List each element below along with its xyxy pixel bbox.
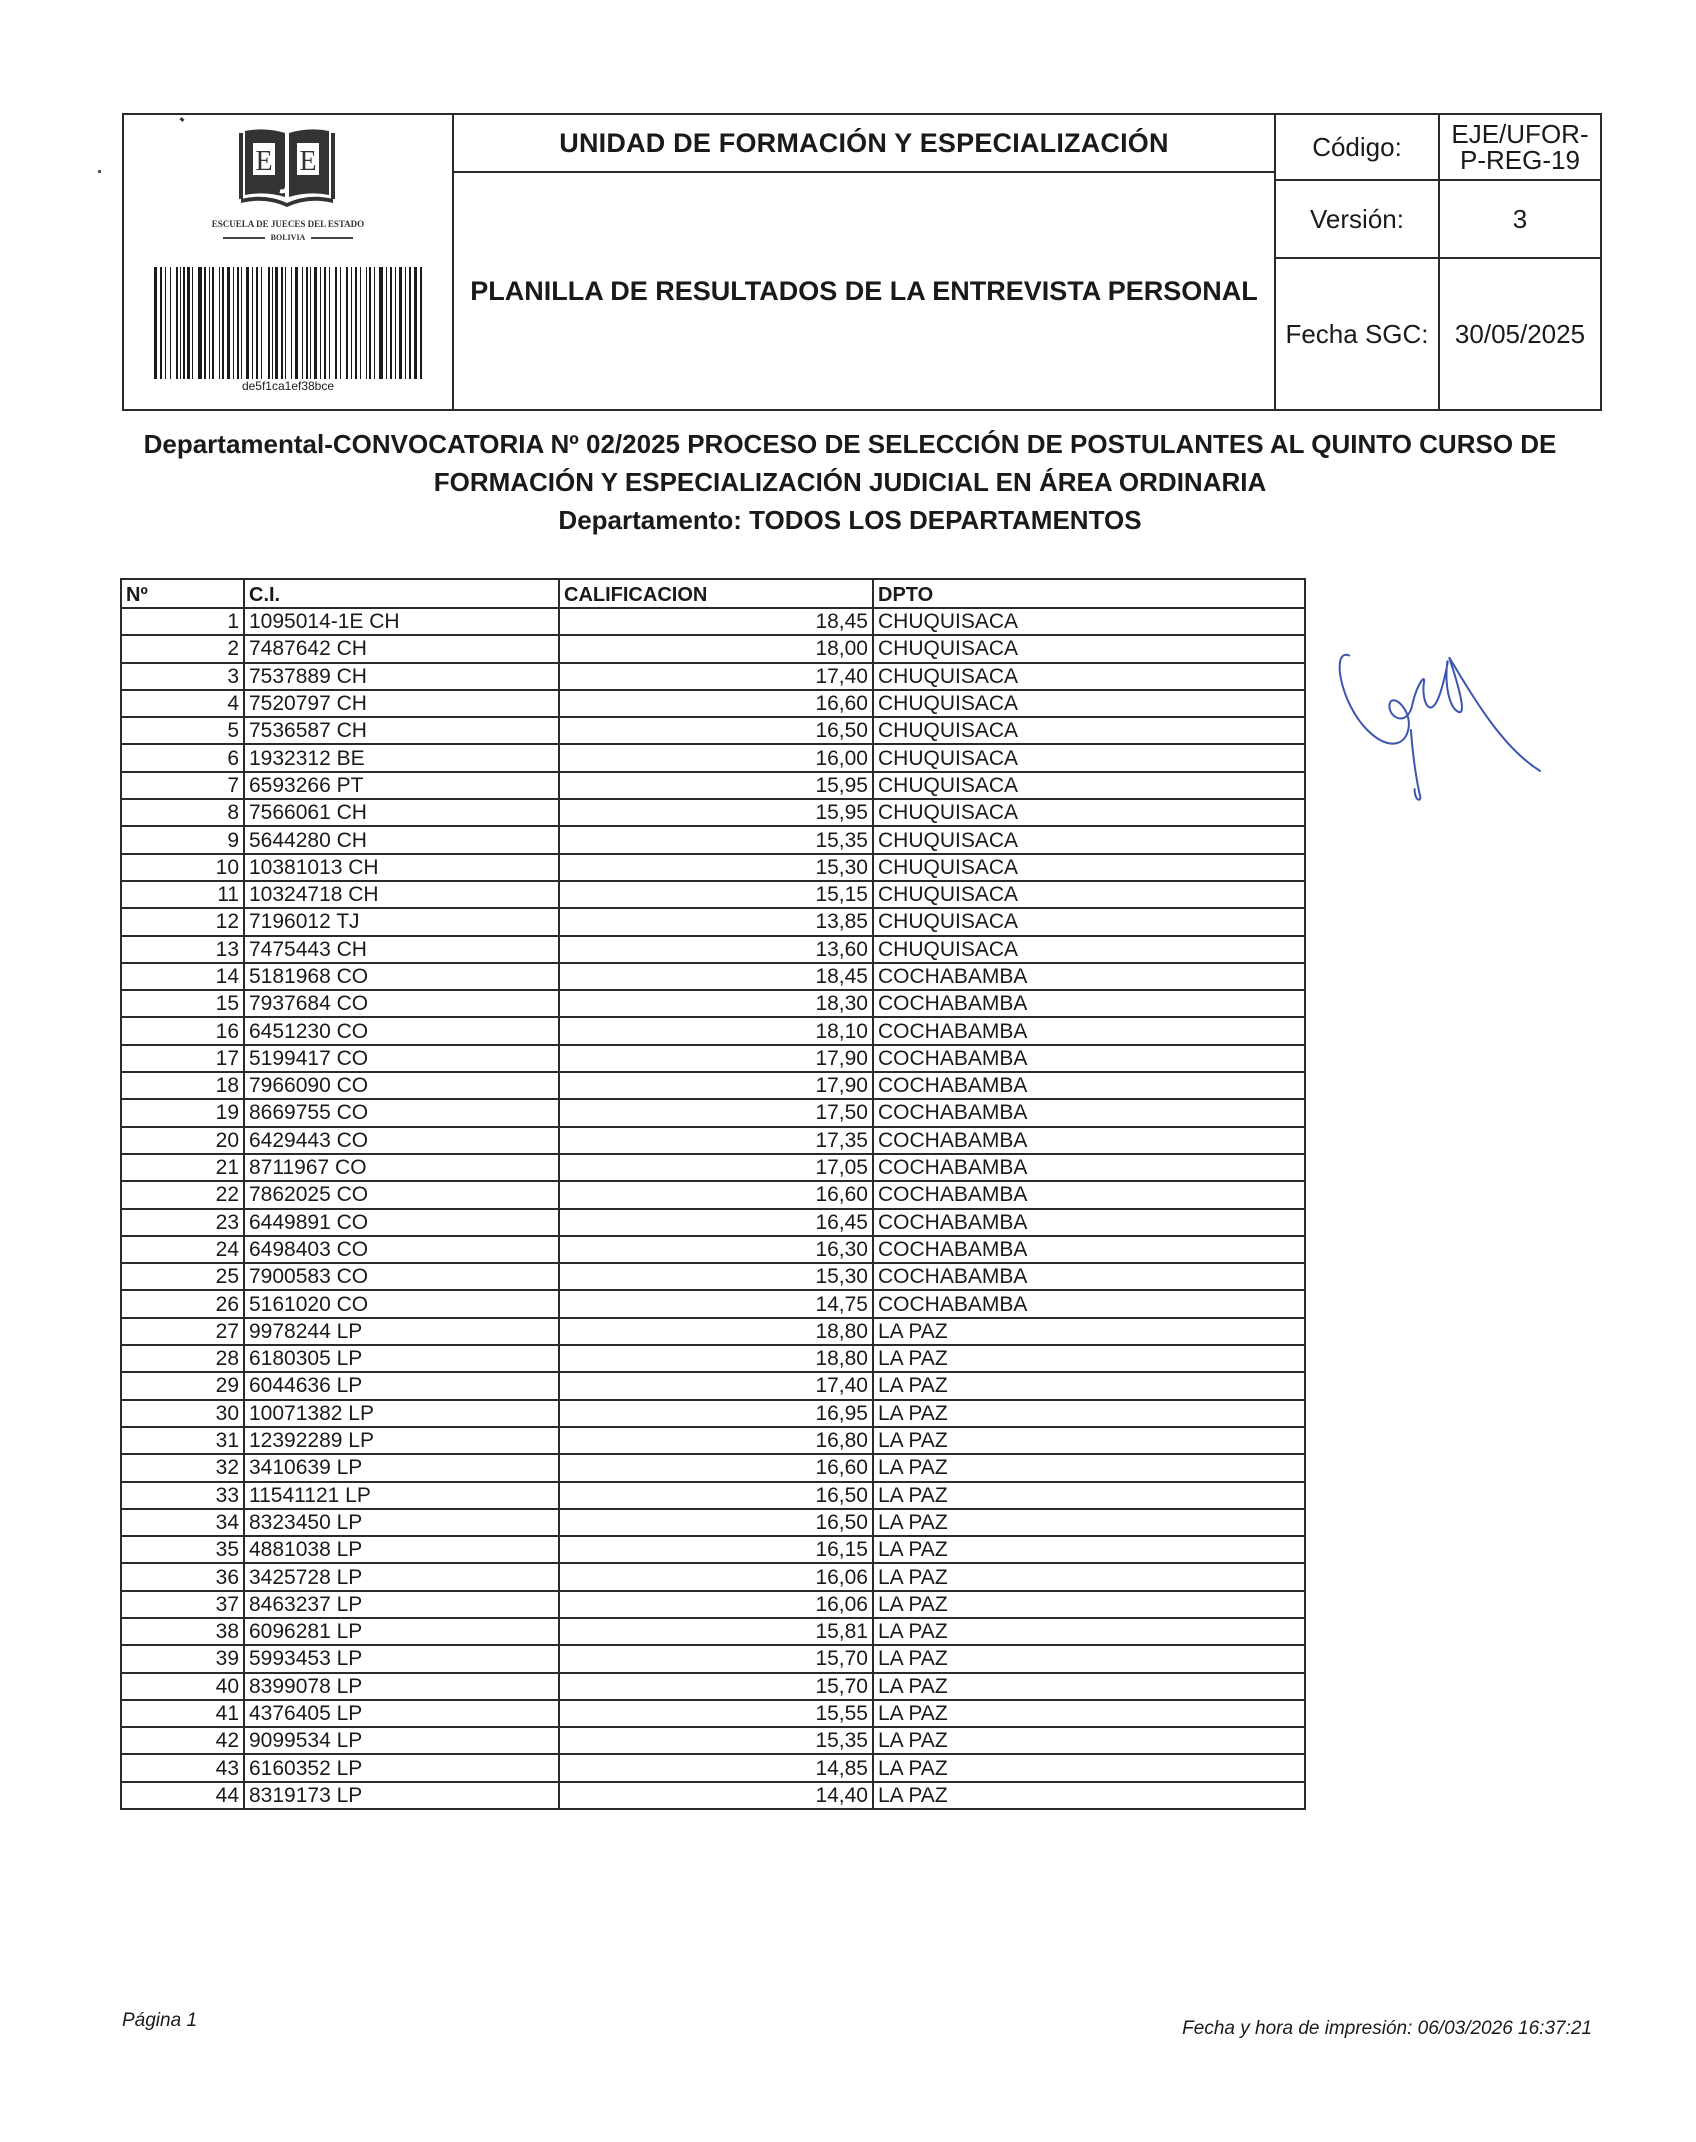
call-title-line2: FORMACIÓN Y ESPECIALIZACIÓN JUDICIAL EN ÁREA ORDINARIA — [433, 467, 1267, 497]
row-ci: 5199417 CO — [244, 1045, 559, 1072]
code-value-line1: EJE/UFOR- — [1451, 119, 1589, 149]
table-row — [121, 1290, 1305, 1317]
row-number: 22 — [121, 1181, 244, 1208]
date-label: Fecha SGC: — [1276, 259, 1440, 409]
row-department: LA PAZ — [873, 1454, 1305, 1481]
row-ci: 12392289 LP — [244, 1427, 559, 1454]
row-number: 10 — [121, 854, 244, 881]
barcode-icon — [154, 267, 424, 379]
row-ci: 11541121 LP — [244, 1482, 559, 1509]
table-row — [121, 854, 1305, 881]
row-department: LA PAZ — [873, 1782, 1305, 1809]
row-score: 16,95 — [559, 1400, 873, 1427]
row-score: 15,15 — [559, 881, 873, 908]
row-number: 17 — [121, 1045, 244, 1072]
row-department: LA PAZ — [873, 1509, 1305, 1536]
row-department: LA PAZ — [873, 1345, 1305, 1372]
table-row — [121, 1563, 1305, 1590]
table-row — [121, 990, 1305, 1017]
barcode-text: de5f1ca1ef38bce — [241, 379, 335, 393]
row-ci: 6044636 LP — [244, 1372, 559, 1399]
row-department: COCHABAMBA — [873, 1181, 1305, 1208]
row-ci: 7566061 CH — [244, 799, 559, 826]
logo-country — [124, 233, 452, 242]
logo-cell — [124, 115, 454, 409]
table-row — [121, 1536, 1305, 1563]
row-department: LA PAZ — [873, 1754, 1305, 1781]
row-score: 16,80 — [559, 1427, 873, 1454]
table-row — [121, 881, 1305, 908]
row-score: 15,95 — [559, 799, 873, 826]
row-ci: 6180305 LP — [244, 1345, 559, 1372]
table-row — [121, 1727, 1305, 1754]
table-row — [121, 1427, 1305, 1454]
row-department: CHUQUISACA — [873, 772, 1305, 799]
row-number: 21 — [121, 1154, 244, 1181]
row-department: COCHABAMBA — [873, 1045, 1305, 1072]
row-ci: 7475443 CH — [244, 936, 559, 963]
row-ci: 7966090 CO — [244, 1072, 559, 1099]
row-department: LA PAZ — [873, 1482, 1305, 1509]
version-label: Versión: — [1276, 181, 1440, 259]
row-number: 19 — [121, 1099, 244, 1126]
row-department: COCHABAMBA — [873, 1236, 1305, 1263]
row-department: COCHABAMBA — [873, 1017, 1305, 1044]
row-number: 24 — [121, 1236, 244, 1263]
row-score: 16,60 — [559, 1454, 873, 1481]
row-ci: 1095014-1E CH — [244, 608, 559, 635]
row-number: 16 — [121, 1017, 244, 1044]
table-row — [121, 826, 1305, 853]
row-score: 16,50 — [559, 1482, 873, 1509]
row-department: LA PAZ — [873, 1427, 1305, 1454]
code-value-line2: P-REG-19 — [1460, 145, 1580, 175]
row-department: COCHABAMBA — [873, 1209, 1305, 1236]
row-department: LA PAZ — [873, 1618, 1305, 1645]
row-department: LA PAZ — [873, 1673, 1305, 1700]
table-header-row — [121, 579, 1305, 608]
row-score: 17,40 — [559, 663, 873, 690]
table-row — [121, 1482, 1305, 1509]
row-number: 7 — [121, 772, 244, 799]
row-department: COCHABAMBA — [873, 1127, 1305, 1154]
row-number: 33 — [121, 1482, 244, 1509]
row-department: CHUQUISACA — [873, 744, 1305, 771]
row-ci: 7937684 CO — [244, 990, 559, 1017]
row-ci: 6593266 PT — [244, 772, 559, 799]
row-number: 13 — [121, 936, 244, 963]
row-ci: 6451230 CO — [244, 1017, 559, 1044]
row-score: 16,06 — [559, 1591, 873, 1618]
row-department: LA PAZ — [873, 1400, 1305, 1427]
row-ci: 6096281 LP — [244, 1618, 559, 1645]
table-row — [121, 1454, 1305, 1481]
row-department: COCHABAMBA — [873, 990, 1305, 1017]
row-score: 16,00 — [559, 744, 873, 771]
row-number: 44 — [121, 1782, 244, 1809]
header-titles — [454, 115, 1276, 409]
row-score: 13,60 — [559, 936, 873, 963]
table-row — [121, 1673, 1305, 1700]
table-row — [121, 608, 1305, 635]
row-score: 15,30 — [559, 854, 873, 881]
table-row — [121, 1754, 1305, 1781]
row-number: 26 — [121, 1290, 244, 1317]
row-number: 38 — [121, 1618, 244, 1645]
row-department: LA PAZ — [873, 1727, 1305, 1754]
row-department: CHUQUISACA — [873, 608, 1305, 635]
row-ci: 10071382 LP — [244, 1400, 559, 1427]
row-ci: 7537889 CH — [244, 663, 559, 690]
row-department: CHUQUISACA — [873, 908, 1305, 935]
table-row — [121, 717, 1305, 744]
row-ci: 7862025 CO — [244, 1181, 559, 1208]
row-score: 18,10 — [559, 1017, 873, 1044]
row-score: 17,90 — [559, 1045, 873, 1072]
row-department: COCHABAMBA — [873, 1290, 1305, 1317]
row-department: CHUQUISACA — [873, 635, 1305, 662]
table-row — [121, 1154, 1305, 1181]
row-ci: 7536587 CH — [244, 717, 559, 744]
row-ci: 7487642 CH — [244, 635, 559, 662]
row-score: 16,06 — [559, 1563, 873, 1590]
row-score: 14,85 — [559, 1754, 873, 1781]
table-row — [121, 799, 1305, 826]
row-ci: 6429443 CO — [244, 1127, 559, 1154]
row-score: 16,60 — [559, 1181, 873, 1208]
row-number: 34 — [121, 1509, 244, 1536]
row-score: 15,35 — [559, 1727, 873, 1754]
row-score: 15,81 — [559, 1618, 873, 1645]
row-ci: 10324718 CH — [244, 881, 559, 908]
row-number: 25 — [121, 1263, 244, 1290]
document-title: PLANILLA DE RESULTADOS DE LA ENTREVISTA PERSONAL — [470, 275, 1258, 306]
row-ci: 3410639 LP — [244, 1454, 559, 1481]
version-value: 3 — [1440, 181, 1600, 259]
row-department: CHUQUISACA — [873, 663, 1305, 690]
row-score: 18,00 — [559, 635, 873, 662]
row-number: 32 — [121, 1454, 244, 1481]
row-score: 17,50 — [559, 1099, 873, 1126]
table-row — [121, 1618, 1305, 1645]
row-department: LA PAZ — [873, 1536, 1305, 1563]
row-number: 29 — [121, 1372, 244, 1399]
table-row — [121, 1127, 1305, 1154]
unit-title: UNIDAD DE FORMACIÓN Y ESPECIALIZACIÓN — [454, 115, 1274, 173]
row-number: 20 — [121, 1127, 244, 1154]
row-ci: 4881038 LP — [244, 1536, 559, 1563]
row-score: 14,75 — [559, 1290, 873, 1317]
row-score: 16,50 — [559, 1509, 873, 1536]
row-department: LA PAZ — [873, 1645, 1305, 1672]
row-ci: 8319173 LP — [244, 1782, 559, 1809]
table-row — [121, 1072, 1305, 1099]
table-row — [121, 1700, 1305, 1727]
row-score: 18,30 — [559, 990, 873, 1017]
table-row — [121, 1345, 1305, 1372]
row-ci: 5644280 CH — [244, 826, 559, 853]
row-score: 16,45 — [559, 1209, 873, 1236]
table-row — [121, 1645, 1305, 1672]
row-number: 8 — [121, 799, 244, 826]
row-number: 27 — [121, 1318, 244, 1345]
row-number: 11 — [121, 881, 244, 908]
logo-country-text: BOLIVIA — [270, 233, 306, 242]
row-score: 18,45 — [559, 963, 873, 990]
row-ci: 1932312 BE — [244, 744, 559, 771]
table-row — [121, 635, 1305, 662]
table-row — [121, 1263, 1305, 1290]
table-row — [121, 908, 1305, 935]
row-department: LA PAZ — [873, 1563, 1305, 1590]
table-row — [121, 744, 1305, 771]
document-header — [122, 113, 1602, 411]
scan-mark — [98, 170, 101, 173]
row-score: 17,40 — [559, 1372, 873, 1399]
row-department: CHUQUISACA — [873, 854, 1305, 881]
row-department: LA PAZ — [873, 1591, 1305, 1618]
column-header-number: Nº — [121, 579, 244, 608]
row-score: 15,35 — [559, 826, 873, 853]
table-row — [121, 663, 1305, 690]
row-ci: 5181968 CO — [244, 963, 559, 990]
svg-text:E: E — [255, 146, 273, 177]
row-number: 30 — [121, 1400, 244, 1427]
row-ci: 6449891 CO — [244, 1209, 559, 1236]
row-score: 15,55 — [559, 1700, 873, 1727]
row-score: 15,70 — [559, 1673, 873, 1700]
row-number: 14 — [121, 963, 244, 990]
row-score: 17,05 — [559, 1154, 873, 1181]
row-score: 18,80 — [559, 1318, 873, 1345]
row-ci: 9978244 LP — [244, 1318, 559, 1345]
call-title-line1: Departamental-CONVOCATORIA Nº 02/2025 PROCESO DE SELECCIÓN DE POSTULANTES AL QUINTO CURSO DE — [143, 429, 1557, 459]
row-score: 17,90 — [559, 1072, 873, 1099]
row-ci: 8711967 CO — [244, 1154, 559, 1181]
row-number: 18 — [121, 1072, 244, 1099]
row-ci: 7196012 TJ — [244, 908, 559, 935]
row-ci: 9099534 LP — [244, 1727, 559, 1754]
code-label: Código: — [1276, 115, 1440, 181]
date-value: 30/05/2025 — [1454, 318, 1586, 349]
row-number: 15 — [121, 990, 244, 1017]
row-ci: 6498403 CO — [244, 1236, 559, 1263]
row-number: 39 — [121, 1645, 244, 1672]
department-filter: Departamento: TODOS LOS DEPARTAMENTOS — [558, 505, 1142, 535]
call-title — [120, 425, 1580, 539]
row-number: 2 — [121, 635, 244, 662]
row-score: 13,85 — [559, 908, 873, 935]
row-ci: 3425728 LP — [244, 1563, 559, 1590]
signature-icon — [1320, 630, 1560, 830]
column-header-score: CALIFICACION — [559, 579, 873, 608]
table-row — [121, 1099, 1305, 1126]
row-number: 42 — [121, 1727, 244, 1754]
row-score: 16,15 — [559, 1536, 873, 1563]
row-score: 15,30 — [559, 1263, 873, 1290]
row-score: 14,40 — [559, 1782, 873, 1809]
row-department: LA PAZ — [873, 1372, 1305, 1399]
page-number: Página 1 — [122, 2010, 198, 2031]
row-number: 6 — [121, 744, 244, 771]
table-row — [121, 1400, 1305, 1427]
row-number: 37 — [121, 1591, 244, 1618]
row-number: 36 — [121, 1563, 244, 1590]
row-score: 16,50 — [559, 717, 873, 744]
table-row — [121, 963, 1305, 990]
document-control-info — [1276, 115, 1600, 409]
row-ci: 8463237 LP — [244, 1591, 559, 1618]
logo-caption: ESCUELA DE JUECES DEL ESTADO — [211, 219, 365, 229]
print-timestamp: Fecha y hora de impresión: 06/03/2026 16:37:21 — [1182, 2018, 1592, 2039]
row-department: CHUQUISACA — [873, 799, 1305, 826]
row-department: CHUQUISACA — [873, 717, 1305, 744]
row-department: COCHABAMBA — [873, 1263, 1305, 1290]
row-ci: 8669755 CO — [244, 1099, 559, 1126]
table-row — [121, 1181, 1305, 1208]
row-score: 18,45 — [559, 608, 873, 635]
column-header-ci: C.I. — [244, 579, 559, 608]
row-department: CHUQUISACA — [873, 936, 1305, 963]
table-row — [121, 1045, 1305, 1072]
row-score: 16,30 — [559, 1236, 873, 1263]
row-ci: 6160352 LP — [244, 1754, 559, 1781]
row-number: 40 — [121, 1673, 244, 1700]
row-number: 5 — [121, 717, 244, 744]
row-department: COCHABAMBA — [873, 1072, 1305, 1099]
table-body — [121, 608, 1305, 1809]
table-row — [121, 936, 1305, 963]
results-table — [120, 578, 1306, 1810]
table-row — [121, 1318, 1305, 1345]
code-value — [1440, 115, 1600, 181]
row-department: LA PAZ — [873, 1700, 1305, 1727]
table-row — [121, 1209, 1305, 1236]
table-row — [121, 1372, 1305, 1399]
row-department: CHUQUISACA — [873, 690, 1305, 717]
row-score: 17,35 — [559, 1127, 873, 1154]
table-row — [121, 1782, 1305, 1809]
row-number: 3 — [121, 663, 244, 690]
row-score: 18,80 — [559, 1345, 873, 1372]
table-row — [121, 1236, 1305, 1263]
table-row — [121, 690, 1305, 717]
row-department: CHUQUISACA — [873, 826, 1305, 853]
table-row — [121, 1017, 1305, 1044]
row-ci: 7520797 CH — [244, 690, 559, 717]
row-number: 41 — [121, 1700, 244, 1727]
row-number: 9 — [121, 826, 244, 853]
table-row — [121, 1509, 1305, 1536]
row-number: 43 — [121, 1754, 244, 1781]
row-ci: 8323450 LP — [244, 1509, 559, 1536]
table-row — [121, 1591, 1305, 1618]
row-number: 4 — [121, 690, 244, 717]
eje-book-logo-icon — [237, 127, 337, 207]
svg-text:E: E — [299, 146, 317, 177]
row-number: 35 — [121, 1536, 244, 1563]
row-number: 23 — [121, 1209, 244, 1236]
row-score: 16,60 — [559, 690, 873, 717]
row-ci: 4376405 LP — [244, 1700, 559, 1727]
row-department: COCHABAMBA — [873, 1099, 1305, 1126]
row-department: CHUQUISACA — [873, 881, 1305, 908]
table-row — [121, 772, 1305, 799]
column-header-department: DPTO — [873, 579, 1305, 608]
row-score: 15,70 — [559, 1645, 873, 1672]
row-department: COCHABAMBA — [873, 1154, 1305, 1181]
row-number: 28 — [121, 1345, 244, 1372]
row-ci: 5161020 CO — [244, 1290, 559, 1317]
row-department: COCHABAMBA — [873, 963, 1305, 990]
row-ci: 7900583 CO — [244, 1263, 559, 1290]
row-number: 1 — [121, 608, 244, 635]
row-ci: 5993453 LP — [244, 1645, 559, 1672]
row-number: 12 — [121, 908, 244, 935]
row-score: 15,95 — [559, 772, 873, 799]
row-number: 31 — [121, 1427, 244, 1454]
row-department: LA PAZ — [873, 1318, 1305, 1345]
row-ci: 10381013 CH — [244, 854, 559, 881]
row-ci: 8399078 LP — [244, 1673, 559, 1700]
